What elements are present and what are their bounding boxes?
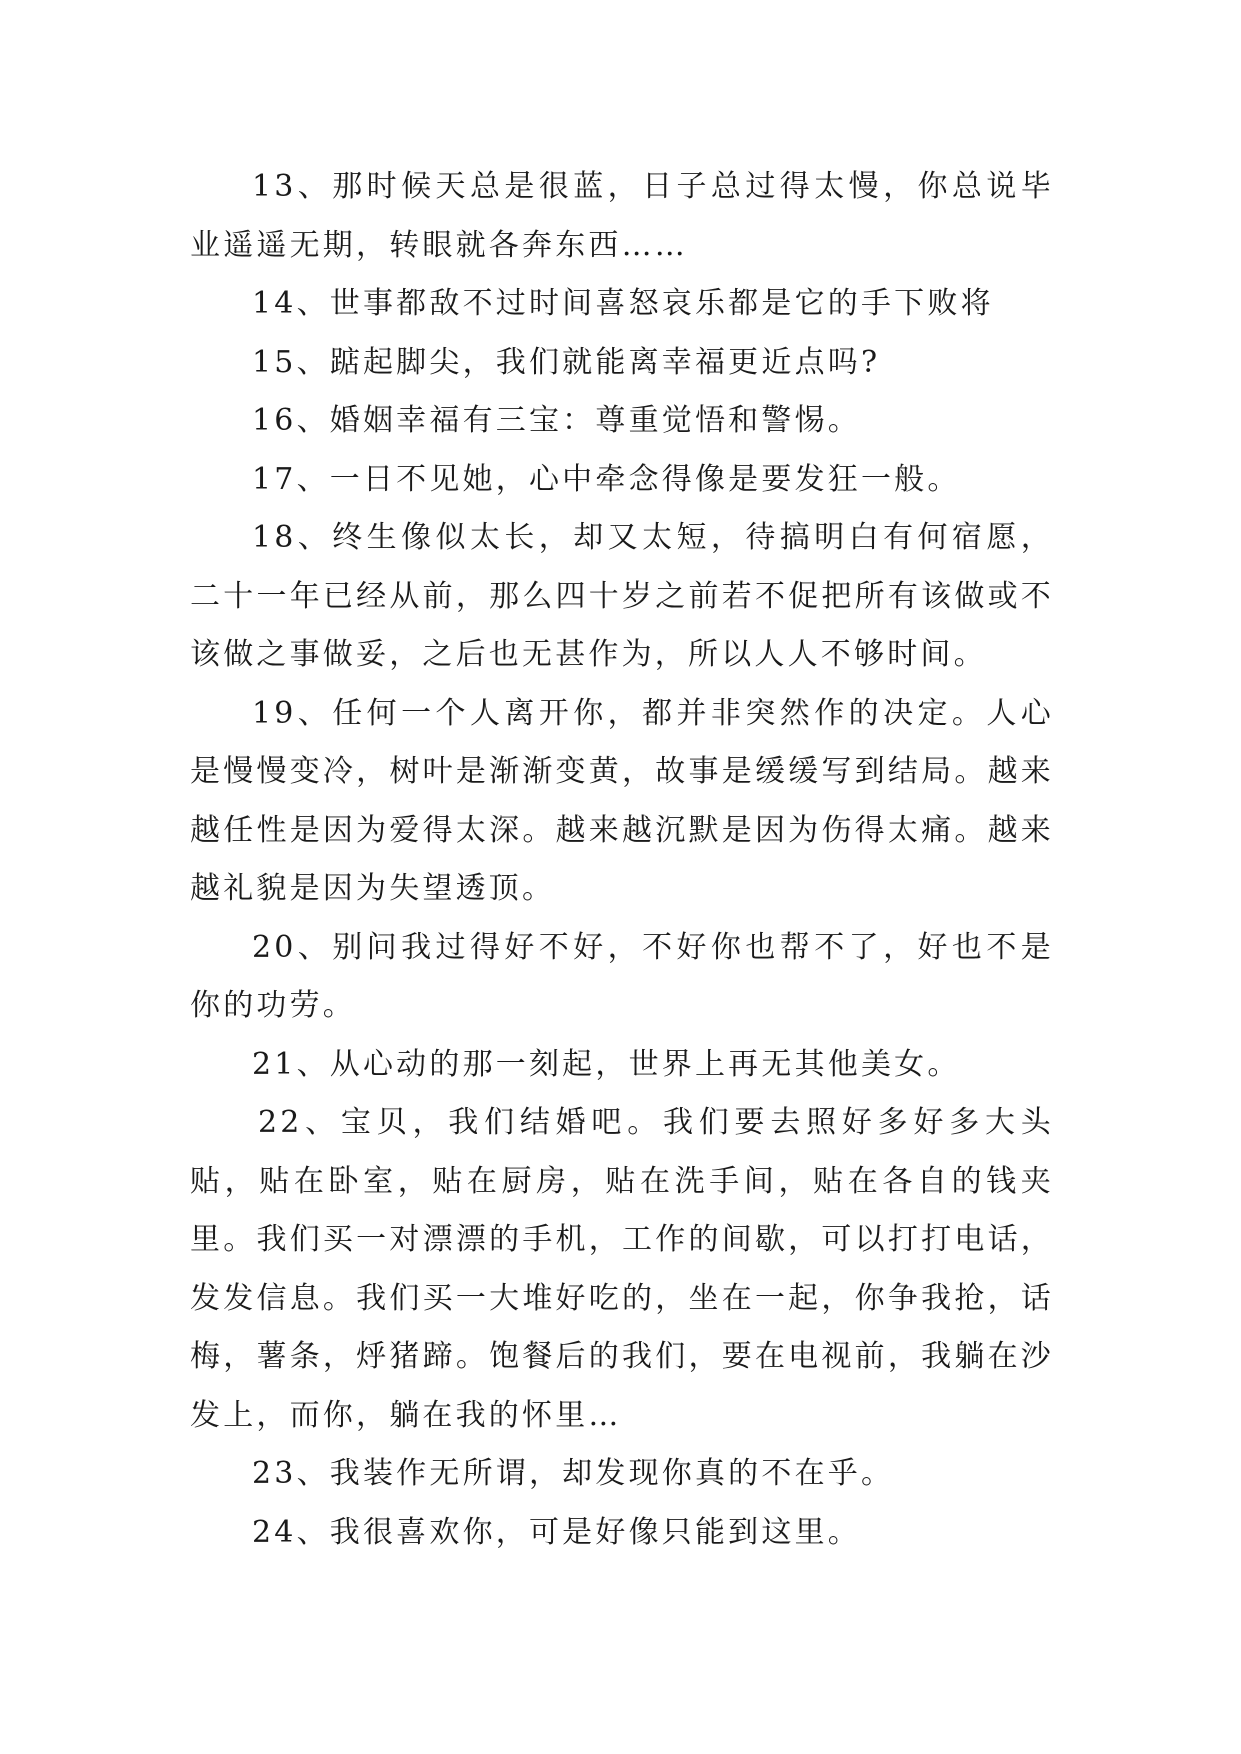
- paragraph-17: 17、一日不见她，心中牵念得像是要发狂一般。: [252, 461, 961, 497]
- paragraph-22: 22、宝贝，我们结婚吧。我们要去照好多好多大头贴，贴在卧室，贴在厨房，贴在洗手间，贴在各自的钱夹里。我们买一对漂漂的手机，工作的间歇，可以打打电话，发发信息。我们买一大堆好吃的，坐在一起，你争我抢，话梅，薯条，烀猪蹄。饱餐后的我们，要在电视前，我躺在沙发上，而你，躺在我的怀里…: [190, 1105, 1054, 1433]
- paragraph-19: 19、任何一个人离开你，都并非突然作的决定。人心是慢慢变冷，树叶是渐渐变黄，故事是缓缓写到结局。越来越任性是因为爱得太深。越来越沉默是因为伤得太痛。越来越礼貌是因为失望透顶。: [190, 695, 1054, 906]
- paragraph-24: 24、我很喜欢你，可是好像只能到这里。: [252, 1514, 861, 1550]
- paragraph-15: 15、踮起脚尖，我们就能离幸福更近点吗?: [252, 344, 881, 380]
- paragraph-20: 20、别问我过得好不好，不好你也帮不了，好也不是你的功劳。: [190, 929, 1054, 1023]
- paragraph-13: 13、那时候天总是很蓝，日子总过得太慢，你总说毕业遥遥无期，转眼就各奔东西……: [190, 169, 1054, 263]
- document-body: [190, 158, 1054, 1562]
- paragraph-18: 18、终生像似太长，却又太短，待搞明白有何宿愿，二十一年已经从前，那么四十岁之前若不促把所有该做或不该做之事做妥，之后也无甚作为，所以人人不够时间。: [190, 520, 1054, 672]
- paragraph-16: 16、婚姻幸福有三宝：尊重觉悟和警惕。: [252, 403, 861, 438]
- paragraph-21: 21、从心动的那一刻起，世界上再无其他美女。: [252, 1046, 961, 1082]
- paragraph-23: 23、我装作无所谓，却发现你真的不在乎。: [252, 1456, 895, 1491]
- paragraph-14: 14、世事都敌不过时间喜怒哀乐都是它的手下败将: [252, 286, 994, 321]
